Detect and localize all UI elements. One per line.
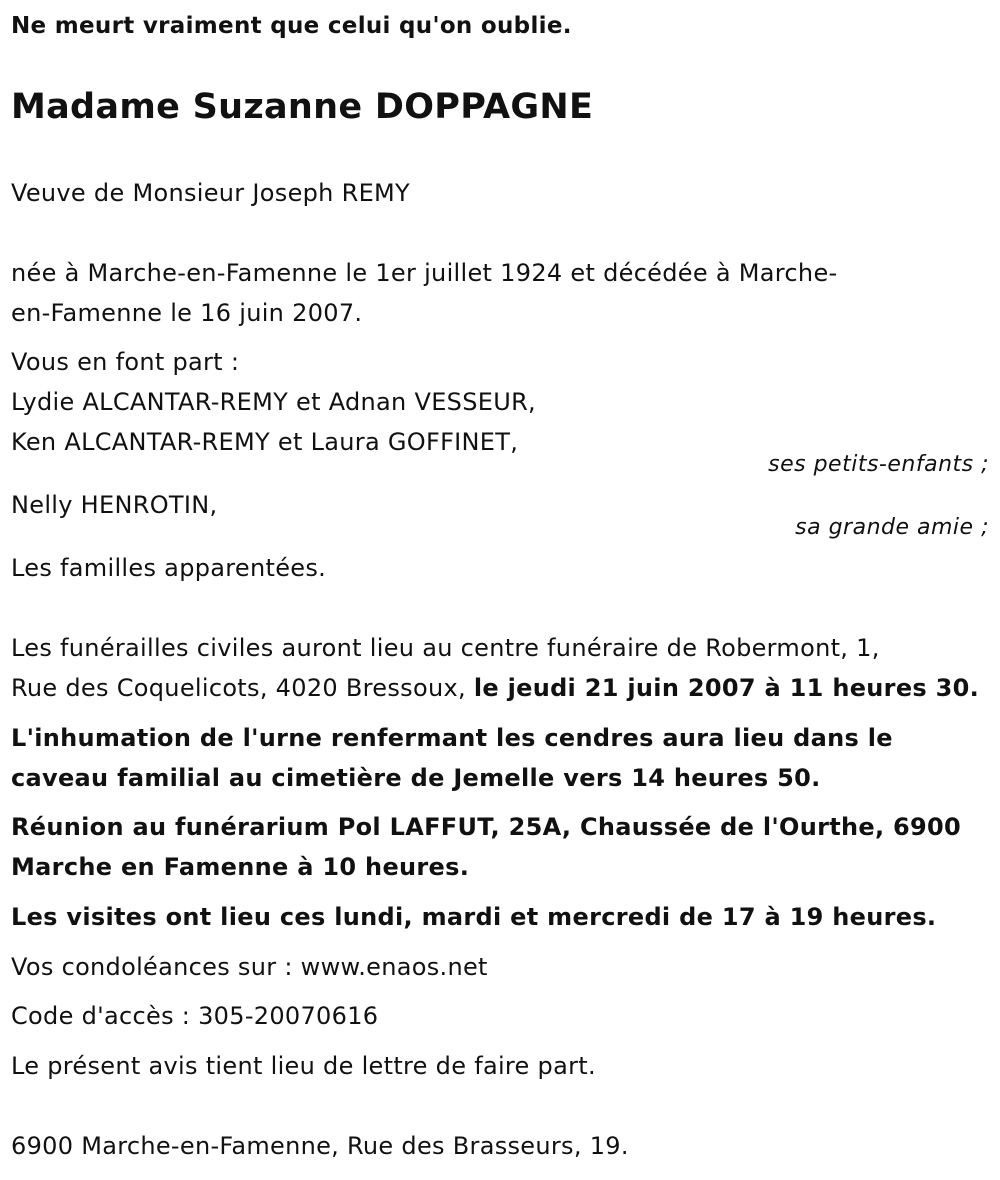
announcement-intro: Vous en font part : [11, 348, 240, 376]
grandchildren-role: ses petits-enfants ; [768, 452, 989, 477]
notice-statement: Le présent avis tient lieu de lettre de faire part. [11, 1052, 596, 1080]
birth-death-line-1: née à Marche-en-Famenne le 1er juillet 1924 et décédée à Marche- [11, 259, 838, 287]
meeting-line-2: Marche en Famenne à 10 heures. [11, 853, 470, 881]
widow-of: Veuve de Monsieur Joseph REMY [11, 179, 411, 207]
funeral-date-time: le jeudi 21 juin 2007 à 11 heures 30. [473, 674, 980, 702]
funeral-line-2 [11, 668, 979, 708]
related-families: Les familles apparentées. [11, 554, 327, 582]
friend-role: sa grande amie ; [795, 515, 989, 540]
family-address: 6900 Marche-en-Famenne, Rue des Brasseurs, 19. [11, 1132, 629, 1160]
friend-name: Nelly HENROTIN, [11, 491, 218, 519]
funeral-address: Rue des Coquelicots, 4020 Bressoux, [11, 674, 474, 702]
meeting-line-1: Réunion au funérarium Pol LAFFUT, 25A, Chaussée de l'Ourthe, 6900 [11, 813, 962, 841]
grandchild-line-2: Ken ALCANTAR-REMY et Laura GOFFINET, [11, 428, 519, 456]
deceased-name: Madame Suzanne DOPPAGNE [11, 87, 594, 127]
condolences-link: Vos condoléances sur : www.enaos.net [11, 953, 488, 981]
burial-line-2: caveau familial au cimetière de Jemelle vers 14 heures 50. [11, 764, 821, 792]
burial-line-1: L'inhumation de l'urne renfermant les cendres aura lieu dans le [11, 724, 893, 752]
visits-info: Les visites ont lieu ces lundi, mardi et mercredi de 17 à 19 heures. [11, 903, 937, 931]
funeral-line-1: Les funérailles civiles auront lieu au centre funéraire de Robermont, 1, [11, 634, 880, 662]
epigraph: Ne meurt vraiment que celui qu'on oublie. [11, 13, 572, 39]
access-code: Code d'accès : 305-20070616 [11, 1002, 379, 1030]
grandchild-line-1: Lydie ALCANTAR-REMY et Adnan VESSEUR, [11, 388, 536, 416]
birth-death-line-2: en-Famenne le 16 juin 2007. [11, 299, 363, 327]
